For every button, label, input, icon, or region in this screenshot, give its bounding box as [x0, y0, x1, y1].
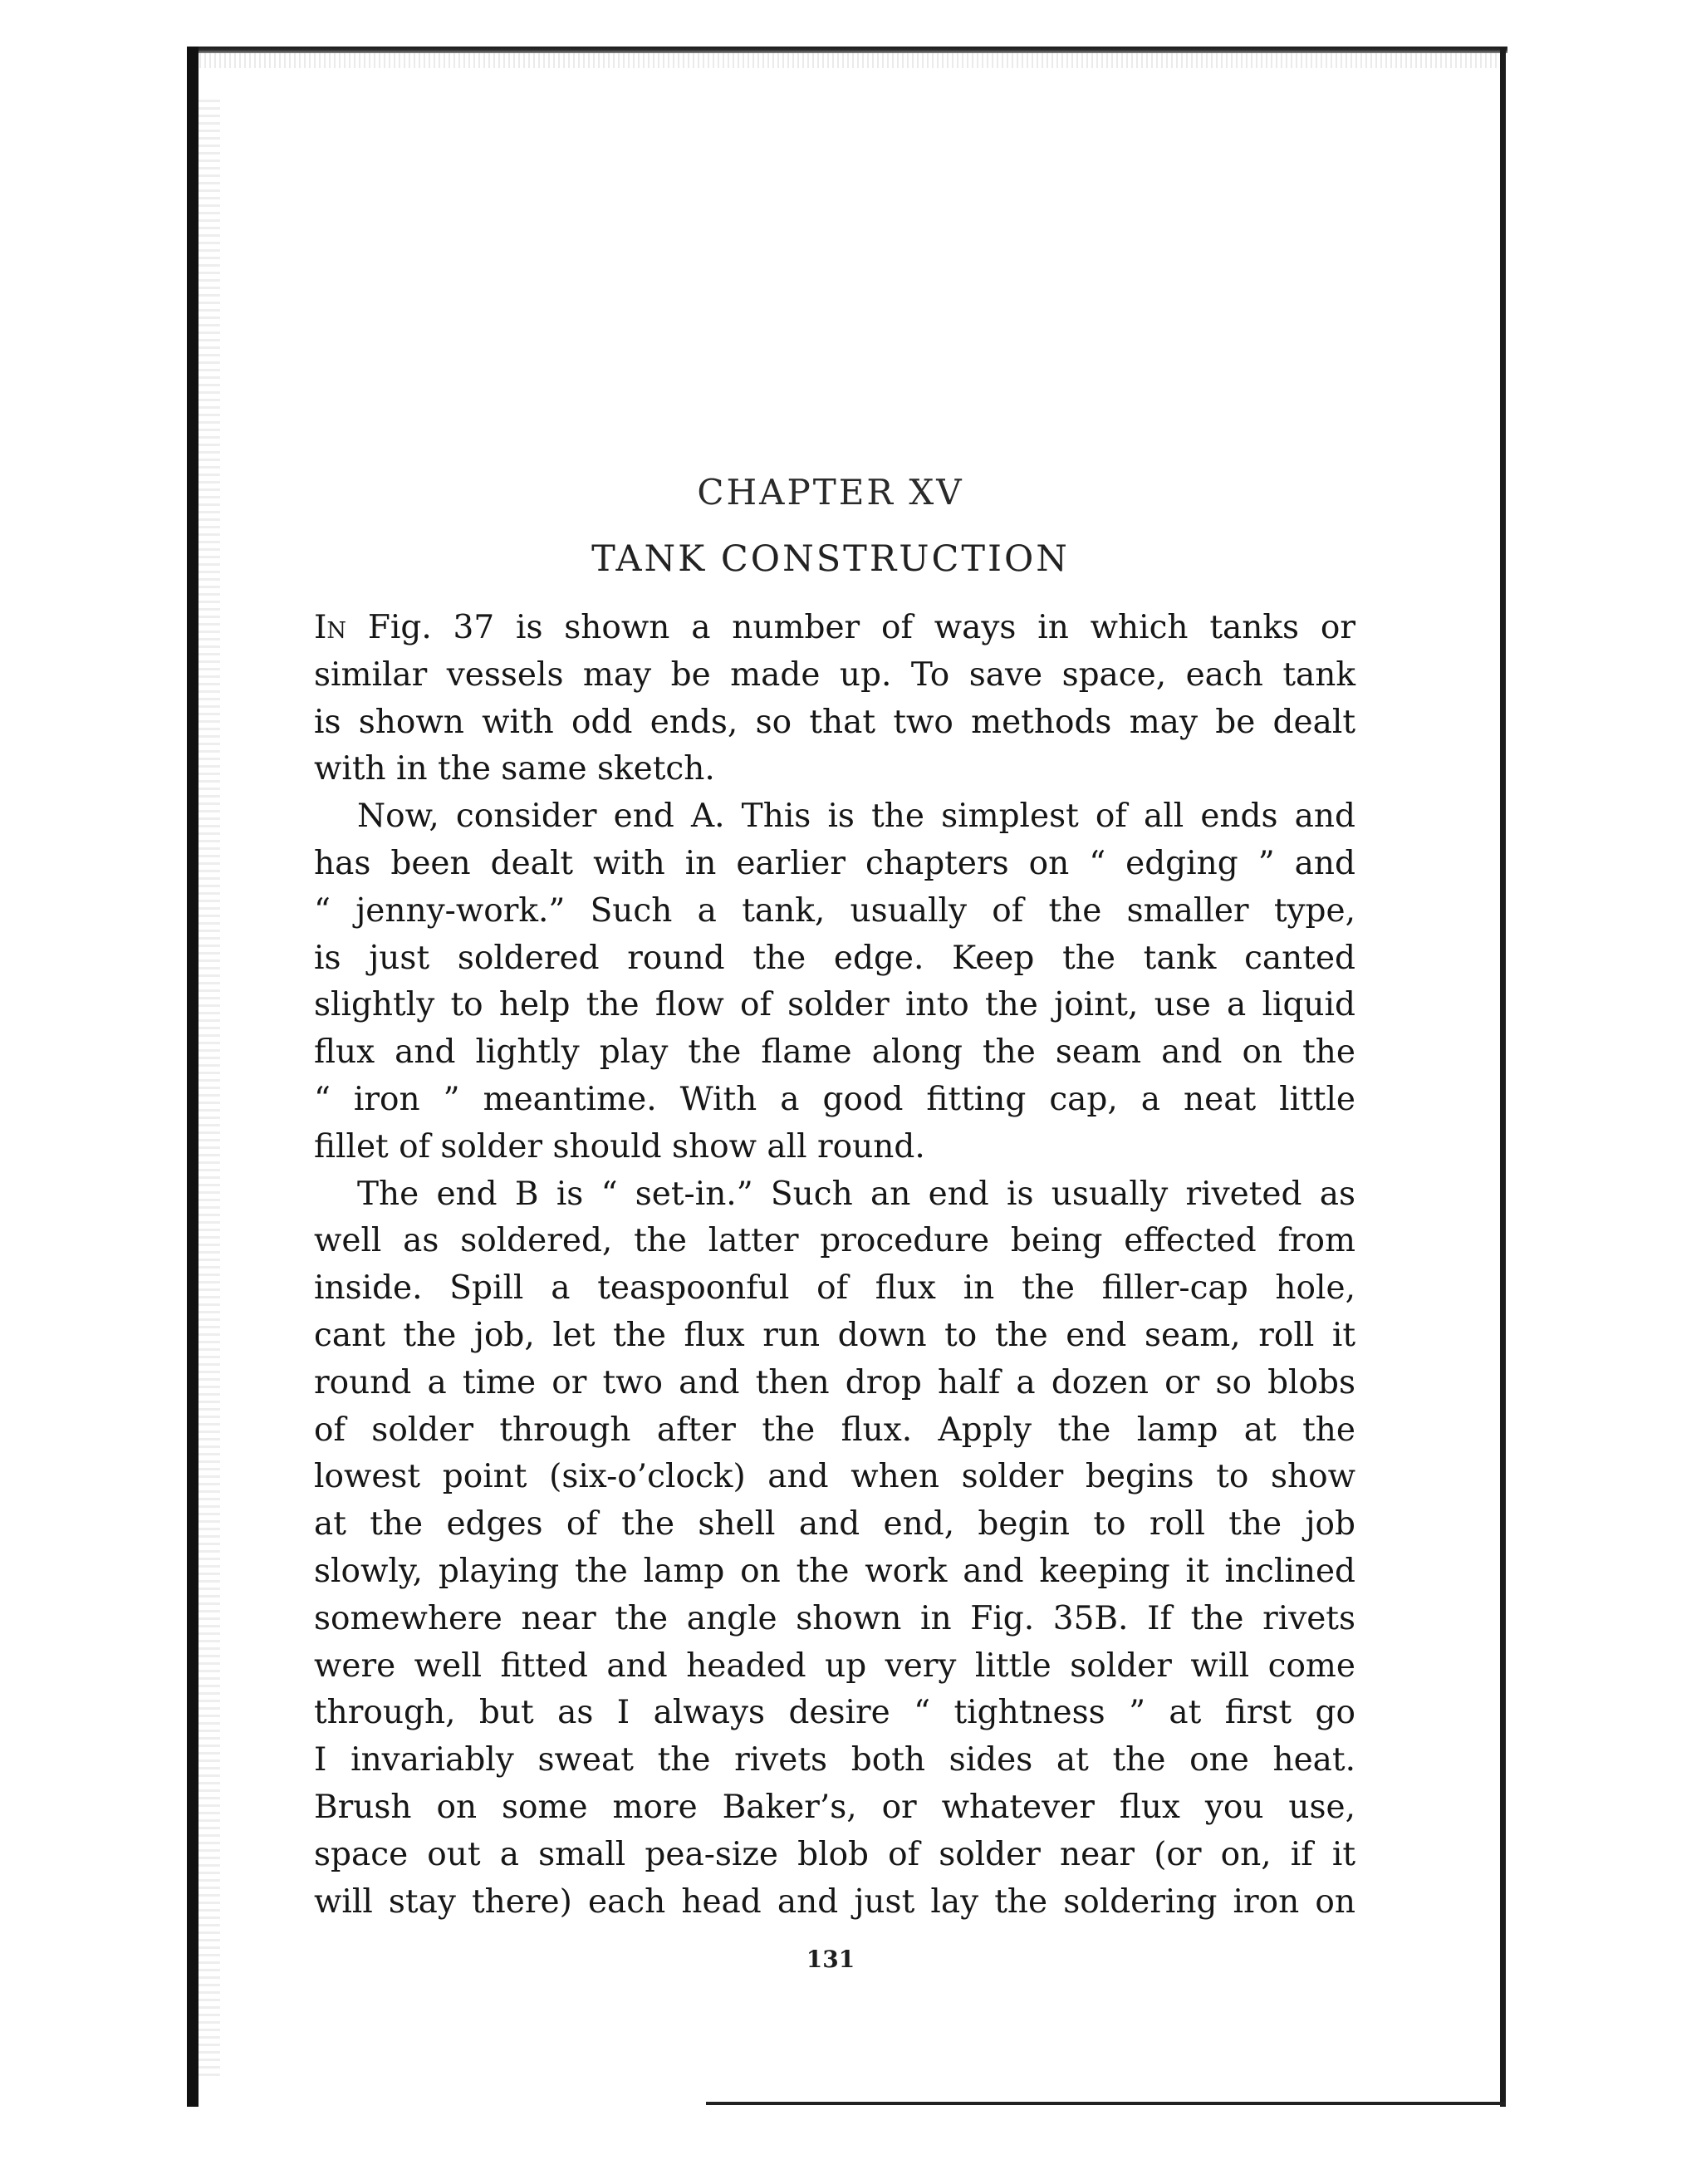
body-line: is shown with odd ends, so that two methods may be dealt — [314, 703, 1355, 741]
scan-frame-top — [187, 47, 1507, 53]
scan-frame-left-grain — [199, 100, 220, 2077]
body-line: “ jenny-work.” Such a tank, usually of the smaller type, — [314, 891, 1355, 930]
scan-frame-top-grain — [199, 53, 1503, 68]
body-line: The end B is “ set-in.” Such an end is usually riveted as — [357, 1175, 1355, 1213]
body-line: well as soldered, the latter procedure being effected from — [314, 1222, 1355, 1260]
body-line: is just soldered round the edge. Keep the tank canted — [314, 939, 1355, 977]
body-line: lowest point (six-o’clock) and when solder begins to show — [314, 1458, 1355, 1496]
body-line: with in the same sketch. — [314, 750, 715, 788]
body-text — [314, 605, 1355, 1926]
scan-frame-left — [187, 47, 199, 2107]
body-line: slightly to help the flow of solder into the joint, use a liquid — [314, 986, 1355, 1024]
body-line: cant the job, let the flux run down to the end seam, roll it — [314, 1316, 1355, 1354]
body-line: were well fitted and headed up very little solder will come — [314, 1647, 1355, 1685]
chapter-title: TANK CONSTRUCTION — [591, 538, 1070, 580]
body-line: will stay there) each head and just lay the soldering iron on — [314, 1882, 1355, 1921]
scan-frame-bottom — [706, 2102, 1506, 2105]
body-line: at the edges of the shell and end, begin to roll the job — [314, 1505, 1355, 1544]
body-line: somewhere near the angle shown in Fig. 35B. If the rivets — [314, 1599, 1355, 1637]
body-line: round a time or two and then drop half a dozen or so blobs — [314, 1363, 1355, 1401]
body-line: flux and lightly play the flame along the seam and on the — [314, 1033, 1355, 1072]
body-line: through, but as I always desire “ tightness ” at first go — [314, 1694, 1355, 1732]
body-line: of solder through after the flux. Apply the lamp at the — [314, 1411, 1355, 1449]
body-line — [314, 605, 1355, 652]
body-line-text: Fig. 37 is shown a number of ways in which tanks or — [346, 609, 1355, 646]
body-line: slowly, playing the lamp on the work and keeping it inclined — [314, 1552, 1355, 1590]
body-line: has been dealt with in earlier chapters on “ edging ” and — [314, 844, 1355, 882]
body-line: Brush on some more Baker’s, or whatever flux you use, — [314, 1788, 1355, 1826]
body-line: Now, consider end A. This is the simplest of all ends and — [357, 798, 1355, 836]
body-line: similar vessels may be made up. To save space, each tank — [314, 655, 1355, 694]
chapter-number: CHAPTER XV — [697, 472, 964, 513]
body-line: space out a small pea-size blob of solder near (or on, if it — [314, 1835, 1355, 1873]
body-line: “ iron ” meantime. With a good fitting cap, a neat little — [314, 1080, 1355, 1118]
drop-lead-word: In — [314, 609, 347, 646]
body-line: I invariably sweat the rivets both sides at the one heat. — [314, 1741, 1355, 1779]
page-number: 131 — [806, 1946, 855, 1973]
body-line: inside. Spill a teaspoonful of flux in the filler-cap hole, — [314, 1269, 1355, 1308]
body-line: fillet of solder should show all round. — [314, 1127, 925, 1166]
scan-frame-right — [1500, 47, 1506, 2107]
